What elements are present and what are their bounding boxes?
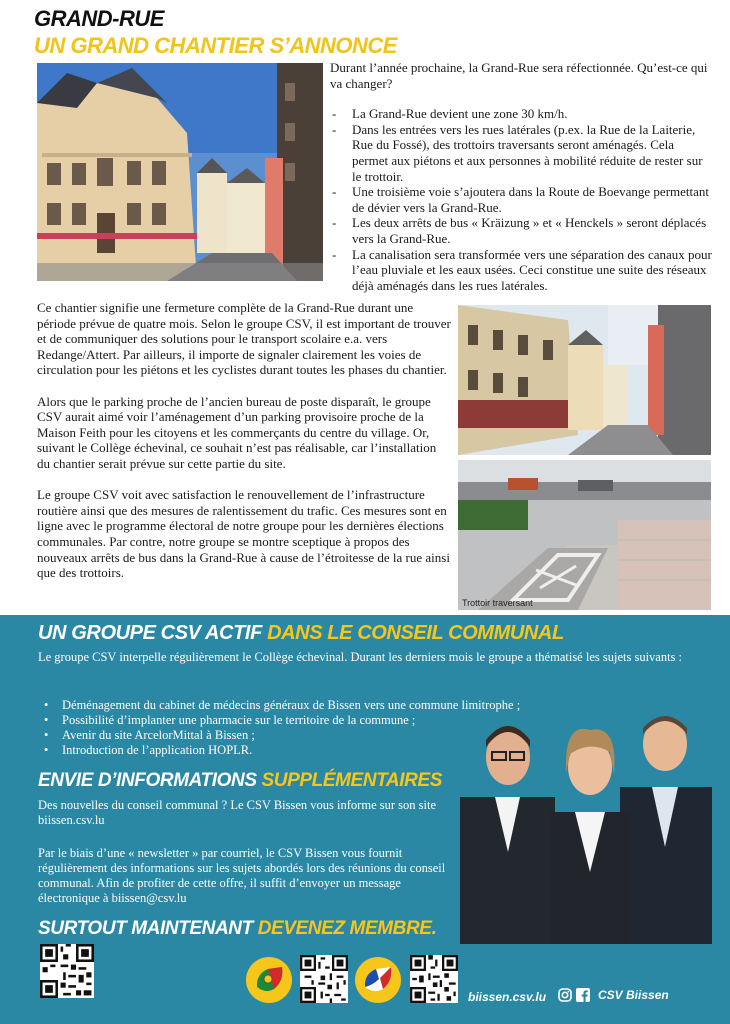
list-item: - La Grand-Rue devient une zone 30 km/h. xyxy=(330,106,712,122)
list-item: - Dans les entrées vers les rues latérales (p.ex. la Rue de la Laiterie, Rue du Fossé), des trottoirs traversants seront aménagés. Cela permet aux piétons et aux personnes à mobilité réduite de rester sur le trottoir. xyxy=(330,122,712,184)
membership-title-yellow: DEVENEZ MEMBRE. xyxy=(257,918,437,939)
council-title-white: UN GROUPE CSV ACTIF xyxy=(38,622,262,644)
article-body xyxy=(37,300,451,596)
instagram-icon[interactable] xyxy=(558,988,572,1002)
town-hall-photo xyxy=(37,63,323,281)
list-item: • Avenir du site ArcelorMittal à Bissen ; xyxy=(38,728,658,743)
list-item: - Les deux arrêts de bus « Kräizung » et « Henckels » seront déplacés vers la Grand-Rue. xyxy=(330,215,712,246)
info-title-yellow: SUPPLÉMENTAIRES xyxy=(261,770,443,791)
crossing-photo xyxy=(458,460,711,610)
info-title xyxy=(38,770,442,792)
info-paragraph-1: Des nouvelles du conseil communal ? Le CSV Bissen vous informe sur son site biissen.csv.lu xyxy=(38,798,436,827)
website-link[interactable]: biissen.csv.lu xyxy=(468,990,547,1004)
photo-caption: Trottoir traversant xyxy=(462,598,533,608)
qr-code-portuguese[interactable] xyxy=(300,955,348,1003)
info-paragraph-2: Par le biais d’une « newsletter » par courriel, le CSV Bissen vous fournit régulièrement des informations sur les sujets abordés lors des réunions du conseil communal. Afin de profiter de cette offre, il suffit d’envoyer un message électronique à biissen@csv.lu xyxy=(38,846,446,905)
list-item: • Déménagement du cabinet de médecins généraux de Bissen vers une commune limitrophe ; xyxy=(38,698,658,713)
qr-code-membership[interactable] xyxy=(40,944,94,998)
social-links xyxy=(558,988,669,1002)
france-flag-icon xyxy=(355,957,401,1003)
facebook-icon[interactable] xyxy=(576,988,590,1002)
intro-text xyxy=(330,60,712,293)
intro-lead: Durant l’année prochaine, la Grand-Rue sera réfectionnée. Qu’est-ce qui va changer? xyxy=(330,60,708,91)
street-photo xyxy=(458,305,711,455)
council-title-yellow: DANS LE CONSEIL COMMUNAL xyxy=(267,622,564,644)
body-paragraph: Le groupe CSV voit avec satisfaction le renouvellement de l’infrastructure routière ainsi que des mesures de ralentissement du trafic. Ces mesures sont en ligne avec le programme électoral de notre groupe pour les dernières élections communales. Par contre, notre groupe se montre sceptique à propos des nouveaux arrêts de bus dans la Grand-Rue à cause de l’étroitesse de la rue ainsi que des trottoirs. xyxy=(37,487,450,581)
social-account-name: CSV Biissen xyxy=(598,988,669,1002)
team-photo xyxy=(460,712,712,944)
body-paragraph: Ce chantier signifie une fermeture complète de la Grand-Rue durant une période prévue de quatre mois. Selon le groupe CSV, il est important de trouver et de communiquer des solutions pour le transport scolaire e.a. vers Redange/Attert. Par ailleurs, il importe de signaler clairement les voies de circulation pour les piétons et les cyclistes durant toutes les phases du chantier. xyxy=(37,300,451,378)
page-subtitle: UN GRAND CHANTIER S’ANNONCE xyxy=(34,33,397,58)
list-item: • Introduction de l’application HOPLR. xyxy=(38,743,658,758)
qr-code-french[interactable] xyxy=(410,955,458,1003)
body-paragraph: Alors que le parking proche de l’ancien bureau de poste disparaît, le groupe CSV aurait aimé voir l’aménagement d’un parking provisoire proche de la Maison Feith pour les citoyens et les commerçants du centre du village. Or, suivant le Collège échevinal, ce souhait n’est pas réalisable, car l’installation du chantier serait prévue sur cette partie du site. xyxy=(37,393,437,471)
council-intro: Le groupe CSV interpelle régulièrement le Collège échevinal. Durant les derniers mois le groupe a thématisé les sujets suivants : xyxy=(38,650,683,664)
council-title xyxy=(38,622,564,645)
page-title: GRAND-RUE xyxy=(34,6,164,31)
info-title-white: ENVIE D’INFORMATIONS xyxy=(38,770,257,791)
membership-title-white: SURTOUT MAINTENANT xyxy=(38,918,253,939)
changes-list xyxy=(330,106,712,293)
portugal-flag-icon xyxy=(246,957,292,1003)
membership-title xyxy=(38,918,436,940)
list-item: - Une troisième voie s’ajoutera dans la Route de Boevange permettant de dévier vers la Grand-Rue. xyxy=(330,184,712,215)
list-item: - La canalisation sera transformée vers une séparation des canaux pour l’eau pluviale et les eaux usées. Ceci constitue une suite des réseaux déjà aménagés dans les rues latérales. xyxy=(330,247,712,294)
list-item: • Possibilité d’implanter une pharmacie sur le territoire de la commune ; xyxy=(38,713,658,728)
